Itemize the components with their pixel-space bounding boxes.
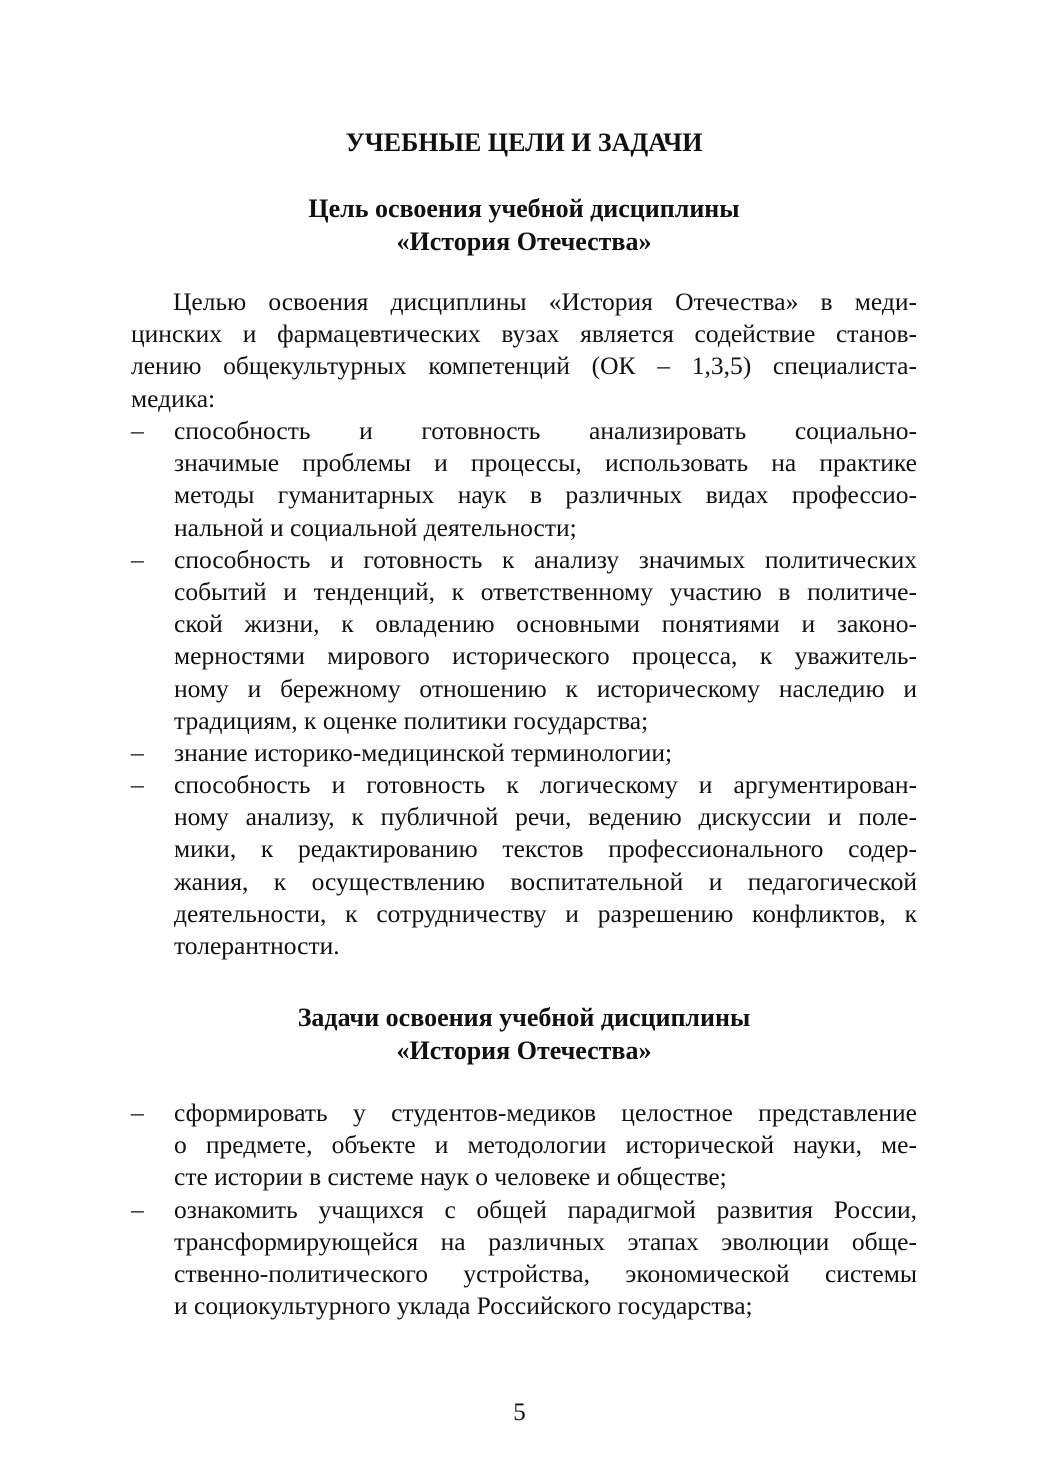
- list-item: [131, 1194, 917, 1323]
- tasks-list: [131, 1097, 917, 1322]
- list-item-line: и социокультурного уклада Российского государства;: [174, 1291, 753, 1321]
- list-dash: –: [131, 416, 144, 445]
- goal-heading-line-1: Цель освоения учебной дисциплины: [308, 194, 740, 223]
- page-number: 5: [513, 1399, 526, 1426]
- list-dash: –: [131, 770, 144, 800]
- list-item-line: методы гуманитарных наук в различных видах профессио-: [174, 480, 917, 510]
- list-item: [131, 1097, 917, 1194]
- list-item-line: способность и готовность к анализу значимых политических: [174, 544, 917, 574]
- list-item-line: ознакомить учащихся с общей парадигмой развития России,: [174, 1194, 917, 1224]
- list-item-line: значимые проблемы и процессы, использовать на практике: [174, 448, 917, 478]
- list-item: [131, 415, 917, 544]
- list-item-line: мики, к редактированию текстов профессионального содер-: [174, 834, 917, 864]
- list-dash: –: [131, 737, 144, 767]
- paragraph-line: цинских и фармацевтических вузах является содействие станов-: [131, 319, 917, 349]
- list-item-line: мерностями мирового исторического процесса, к уважитель-: [174, 641, 917, 671]
- list-item-line: традициям, к оценке политики государства;: [174, 705, 649, 735]
- list-dash: –: [131, 544, 144, 574]
- list-item-line: о предмете, объекте и методологии исторической науки, ме-: [174, 1130, 917, 1160]
- list-item-line: ской жизни, к овладению основными понятиями и законо-: [174, 609, 917, 639]
- goal-intro-paragraph: [131, 286, 917, 415]
- list-item-line: толерантности.: [174, 931, 340, 960]
- list-item-line: ному и бережному отношению к историческому наследию и: [174, 673, 917, 703]
- list-item-line: ному анализу, к публичной речи, ведению дискуссии и поле-: [174, 802, 917, 832]
- list-dash: –: [131, 1098, 144, 1127]
- list-item: [131, 737, 917, 769]
- list-item-line: деятельности, к сотрудничеству и разрешению конфликтов, к: [174, 898, 917, 928]
- list-item-line: трансформирующейся на различных этапах эволюции обще-: [174, 1226, 917, 1256]
- list-item-line: знание историко-медицинской терминологии;: [174, 737, 673, 767]
- list-item-line: ственно-политического устройства, экономической системы: [174, 1258, 917, 1288]
- tasks-heading-line-1: Задачи освоения учебной дисциплины: [297, 1003, 751, 1032]
- goal-competency-list: [131, 415, 917, 962]
- list-item-line: сте истории в системе наук о человеке и обществе;: [174, 1162, 727, 1192]
- goal-heading-line-2: «История Отечества»: [396, 227, 652, 256]
- paragraph-line: лению общекультурных компетенций (ОК – 1,3,5) специалиста-: [131, 351, 917, 381]
- list-dash: –: [131, 1194, 144, 1224]
- list-item: [131, 769, 917, 962]
- list-item-line: способность и готовность анализировать социально-: [174, 416, 917, 445]
- paragraph-line: медика:: [131, 383, 216, 413]
- list-item-line: сформировать у студентов-медиков целостное представление: [174, 1098, 917, 1127]
- tasks-heading-line-2: «История Отечества»: [396, 1036, 652, 1065]
- list-item-line: способность и готовность к логическому и аргументирован-: [174, 770, 917, 800]
- list-item: [131, 544, 917, 737]
- list-item-line: нальной и социальной деятельности;: [174, 512, 577, 542]
- page-title: УЧЕБНЫЕ ЦЕЛИ И ЗАДАЧИ: [345, 128, 703, 157]
- list-item-line: жания, к осуществлению воспитательной и педагогической: [174, 866, 917, 896]
- list-item-line: событий и тенденций, к ответственному участию в политиче-: [174, 576, 917, 606]
- paragraph-line: Целью освоения дисциплины «История Отечества» в меди-: [173, 287, 917, 316]
